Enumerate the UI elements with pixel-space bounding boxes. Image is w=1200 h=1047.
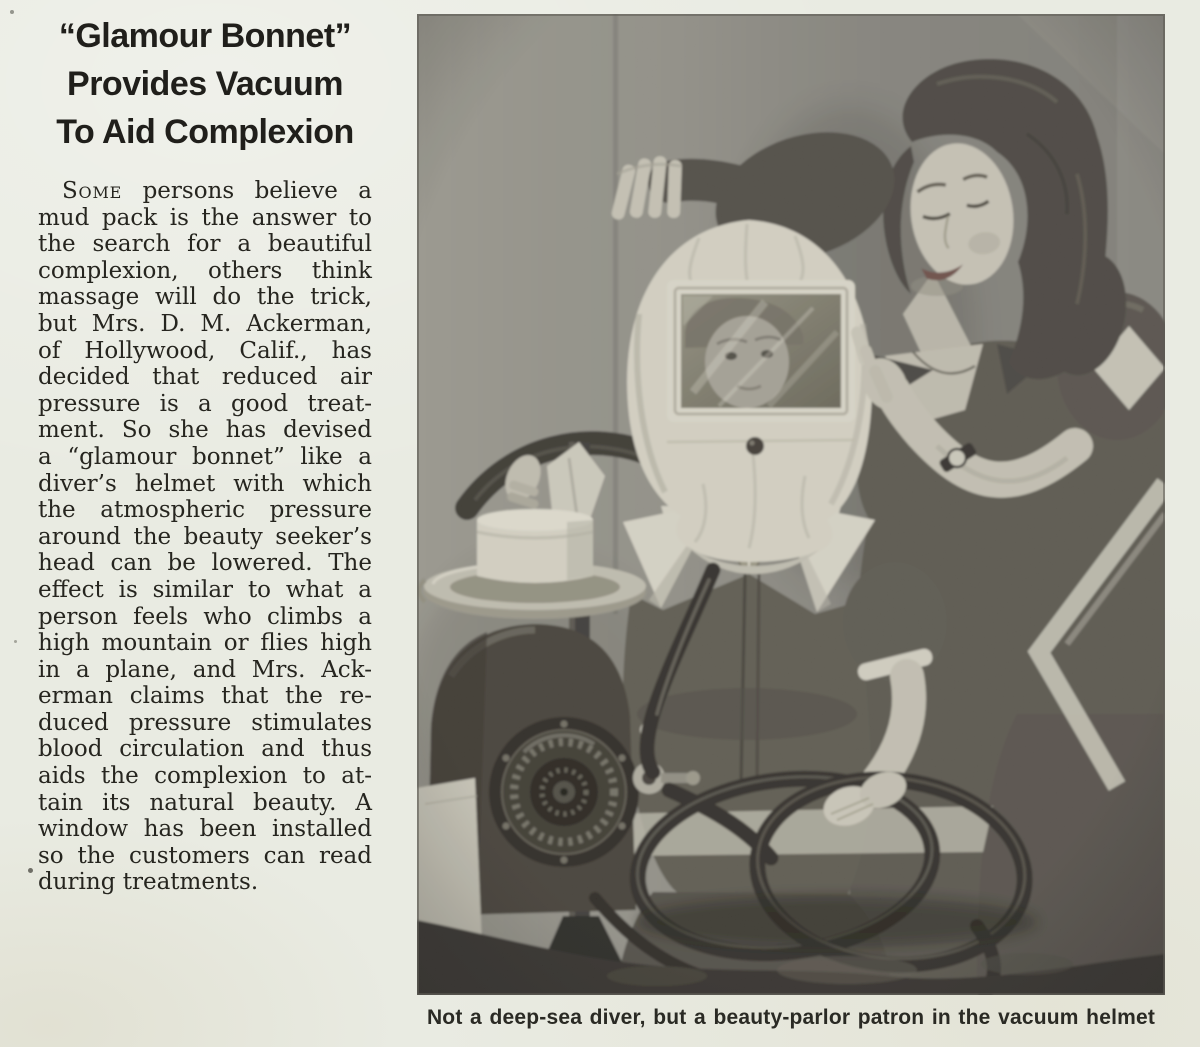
body-line: a “glamour bonnet” like a: [38, 443, 372, 470]
body-line: aids the complexion to at-: [38, 763, 372, 790]
paper-speck: [14, 640, 17, 643]
body-line: so the customers can read: [38, 842, 372, 869]
body-line: pressure is a good treat-: [38, 390, 372, 417]
body-line: high mountain or flies high: [38, 630, 372, 657]
body-line: the search for a beautiful: [38, 231, 372, 258]
body-line: the atmospheric pressure: [38, 497, 372, 524]
body-line: massage will do the trick,: [38, 284, 372, 311]
body-line: during treatments.: [38, 869, 259, 896]
lead-small-caps: Some: [62, 178, 123, 204]
body-line: around the beauty seeker’s: [38, 523, 372, 550]
paper-speck: [10, 10, 14, 14]
body-line: head can be lowered. The: [38, 550, 372, 577]
headline-line-3: To Aid Complexion: [56, 113, 354, 151]
body-line: of Hollywood, Calif., has: [38, 337, 372, 364]
headline-line-1: “Glamour Bonnet”: [58, 17, 352, 55]
photo-caption: Not a deep-sea diver, but a beauty-parlor patron in the vacuum helmet: [426, 1006, 1156, 1029]
paper-speck: [28, 868, 33, 873]
body-line: window has been installed: [38, 816, 372, 843]
body-line: duced pressure stimulates: [38, 709, 372, 736]
body-line: ment. So she has devised: [38, 417, 372, 444]
body-line: complexion, others think: [38, 257, 372, 284]
body-line: person feels who climbs a: [38, 603, 372, 630]
film-grain: [417, 14, 1165, 995]
body-line: blood circulation and thus: [38, 736, 372, 763]
photo-illustration: [417, 14, 1165, 995]
body-line: tain its natural beauty. A: [38, 789, 372, 816]
headline-line-2: Provides Vacuum: [67, 65, 343, 103]
headline: [38, 12, 372, 156]
body-line: erman claims that the re-: [38, 683, 372, 710]
body-line: diver’s helmet with which: [38, 470, 372, 497]
photo-figure: [417, 14, 1165, 1030]
body-line: decided that reduced air: [38, 364, 372, 391]
body-line: effect is similar to what a: [38, 576, 372, 603]
body-line: in a plane, and Mrs. Ack-: [38, 656, 372, 683]
body-line: but Mrs. D. M. Ackerman,: [38, 310, 372, 337]
body-line: Some persons believe a: [62, 178, 372, 204]
article-body: [38, 178, 372, 896]
body-line: mud pack is the answer to: [38, 204, 372, 231]
article-column: [38, 12, 372, 896]
